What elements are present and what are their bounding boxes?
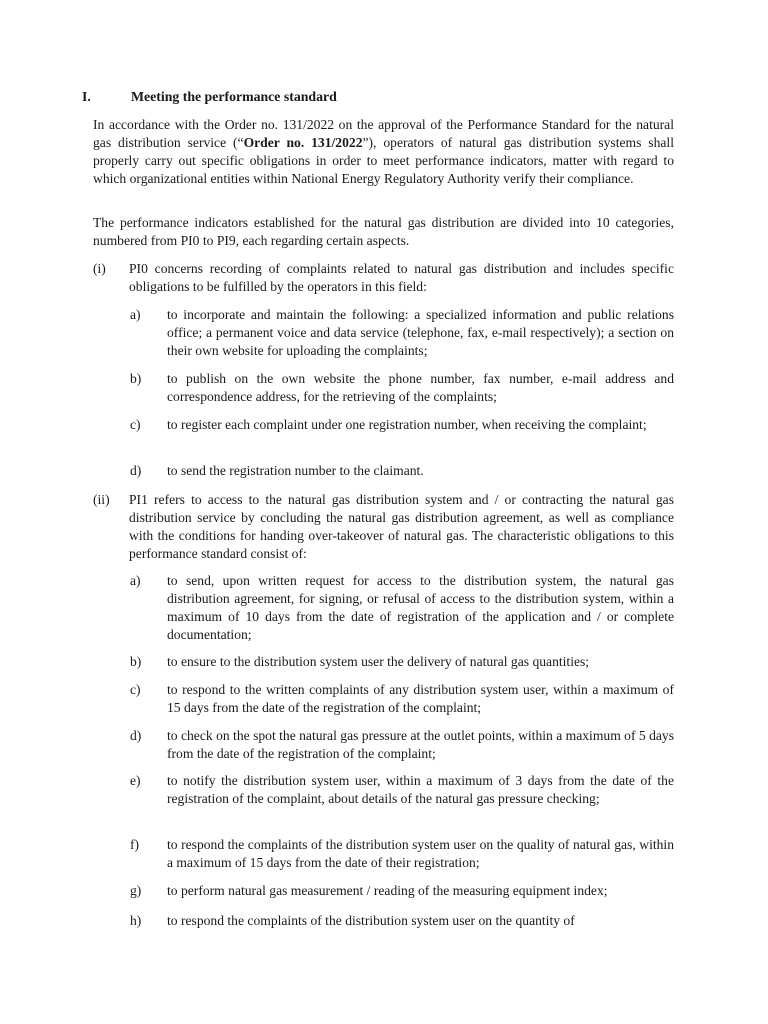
section-text: PI0 concerns recording of complaints related to natural gas distribution and includes specific obligations to be fulfilled by the operators in this field: <box>129 261 674 294</box>
list-item-text: to respond to the written complaints of any distribution system user, within a maximum of 15 days from the date of the registration of the complaint; <box>167 682 674 715</box>
list-item-text: to check on the spot the natural gas pressure at the outlet points, within a maximum of 5 days from the date of the registration of the complaint; <box>167 728 675 761</box>
list-marker: a) <box>130 307 141 322</box>
list-item-text: to respond the complaints of the distribution system user on the quantity of <box>167 913 575 928</box>
intro-paragraph <box>93 116 674 188</box>
list-marker: c) <box>130 417 141 432</box>
list-marker: f) <box>130 837 140 852</box>
list-marker: (ii) <box>93 492 110 507</box>
section-number: I. <box>82 89 91 104</box>
list-item-text: to send, upon written request for access to the distribution system, the natural gas distribution agreement, for signing, or refusal of access to the distribution system, within a maximum of 10 days from the date of registration of the application and / or complete documentation; <box>167 573 674 642</box>
list-marker: e) <box>130 773 141 788</box>
list-marker: b) <box>130 654 142 669</box>
list-item-text: to register each complaint under one registration number, when receiving the complaint; <box>167 417 647 432</box>
list-marker: h) <box>130 913 142 928</box>
list-item-text: to respond the complaints of the distribution system user on the quality of natural gas, within a maximum of 15 days from the date of their registration; <box>167 837 674 870</box>
intro-text-part2: ”), operators of natural gas distribution systems shall properly carry out specific obligations in order to meet performance indicators, matter with regard to which organizational entities within National Energy Regulatory Authority verify their compliance. <box>93 135 674 186</box>
section-title: Meeting the performance standard <box>131 89 337 104</box>
list-marker: d) <box>130 728 142 743</box>
list-item-text: to publish on the own website the phone number, fax number, e-mail address and correspondence address, for the retrieving of the complaints; <box>167 371 674 404</box>
section-text: PI1 refers to access to the natural gas distribution system and / or contracting the natural gas distribution service by concluding the natural gas distribution agreement, as well as compliance with the conditions for handing over-takeover of natural gas. The characteristic obligations to this performance standard consist of: <box>129 492 674 561</box>
intro-text-part1: In accordance with the Order no. 131/2022 on the approval of the Performance Standard for the natural gas distribution service (“ <box>93 117 674 150</box>
list-marker: c) <box>130 682 141 697</box>
list-marker: (i) <box>93 261 106 276</box>
list-marker: a) <box>130 573 141 588</box>
list-marker: d) <box>130 463 142 478</box>
list-item-text: to notify the distribution system user, within a maximum of 3 days from the date of the registration of the complaint, about details of the natural gas pressure checking; <box>167 773 674 806</box>
list-item-text: to incorporate and maintain the following: a specialized information and public relations office; a permanent voice and data service (telephone, fax, e-mail respectively); a section on their own website for uploading the complaints; <box>167 307 674 358</box>
list-marker: g) <box>130 883 142 898</box>
order-reference: Order no. 131/2022 <box>243 135 363 150</box>
list-item-text: to ensure to the distribution system user the delivery of natural gas quantities; <box>167 654 590 669</box>
list-marker: b) <box>130 371 142 386</box>
list-item-text: to send the registration number to the claimant. <box>167 463 424 478</box>
categories-paragraph: The performance indicators established for the natural gas distribution are divided into 10 categories, numbered from PI0 to PI9, each regarding certain aspects. <box>93 215 674 248</box>
list-item-text: to perform natural gas measurement / reading of the measuring equipment index; <box>167 883 608 898</box>
